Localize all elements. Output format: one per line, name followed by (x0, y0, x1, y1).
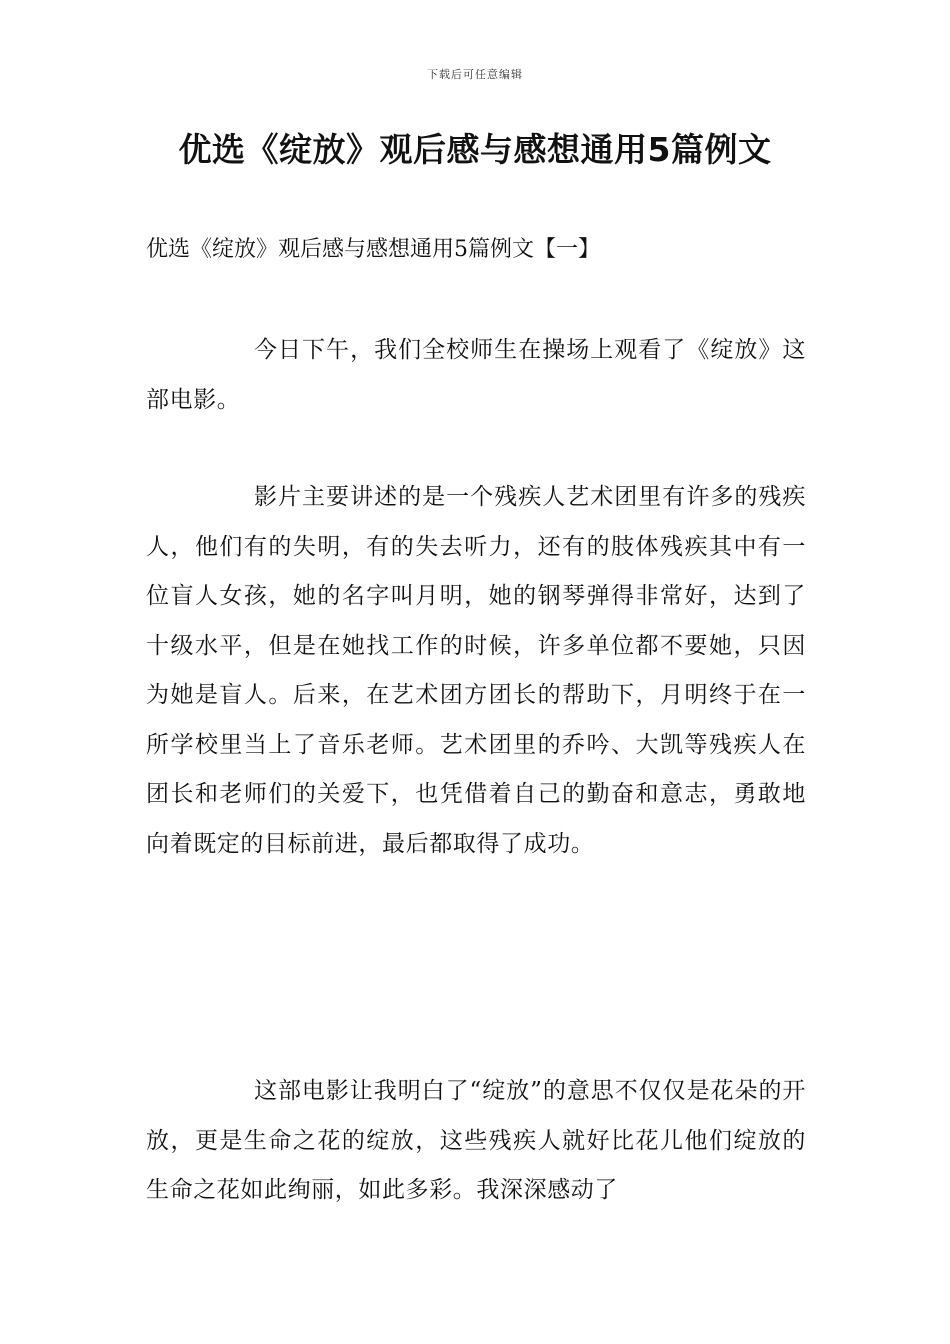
paragraph-2: 影片主要讲述的是一个残疾人艺术团里有许多的残疾人，他们有的失明，有的失去听力，还有的肢体残疾其中有一位盲人女孩，她的名字叫月明，她的钢琴弹得非常好，达到了十级水平，但是在她找工作的时候，许多单位都不要她，只因为她是盲人。后来，在艺术团方团长的帮助下，月明终于在一所学校里当上了音乐老师。艺术团里的乔吟、大凯等残疾人在团长和老师们的关爱下，也凭借着自己的勤奋和意志，勇敢地向着既定的目标前进，最后都取得了成功。 (146, 484, 806, 857)
document-title: 优选《绽放》观后感与感想通用5篇例文 (178, 130, 772, 169)
section-heading: 优选《绽放》观后感与感想通用5篇例文【一】 (146, 237, 600, 262)
paragraph-1: 今日下午，我们全校师生在操场上观看了《绽放》这部电影。 (146, 337, 806, 413)
paragraph-3: 这部电影让我明白了“绽放”的意思不仅仅是花朵的开放，更是生命之花的绽放，这些残疾人就好比花儿他们绽放的生命之花如此绚丽，如此多彩。我深深感动了 (146, 1078, 806, 1203)
header-note: 下载后可任意编辑 (427, 68, 523, 81)
